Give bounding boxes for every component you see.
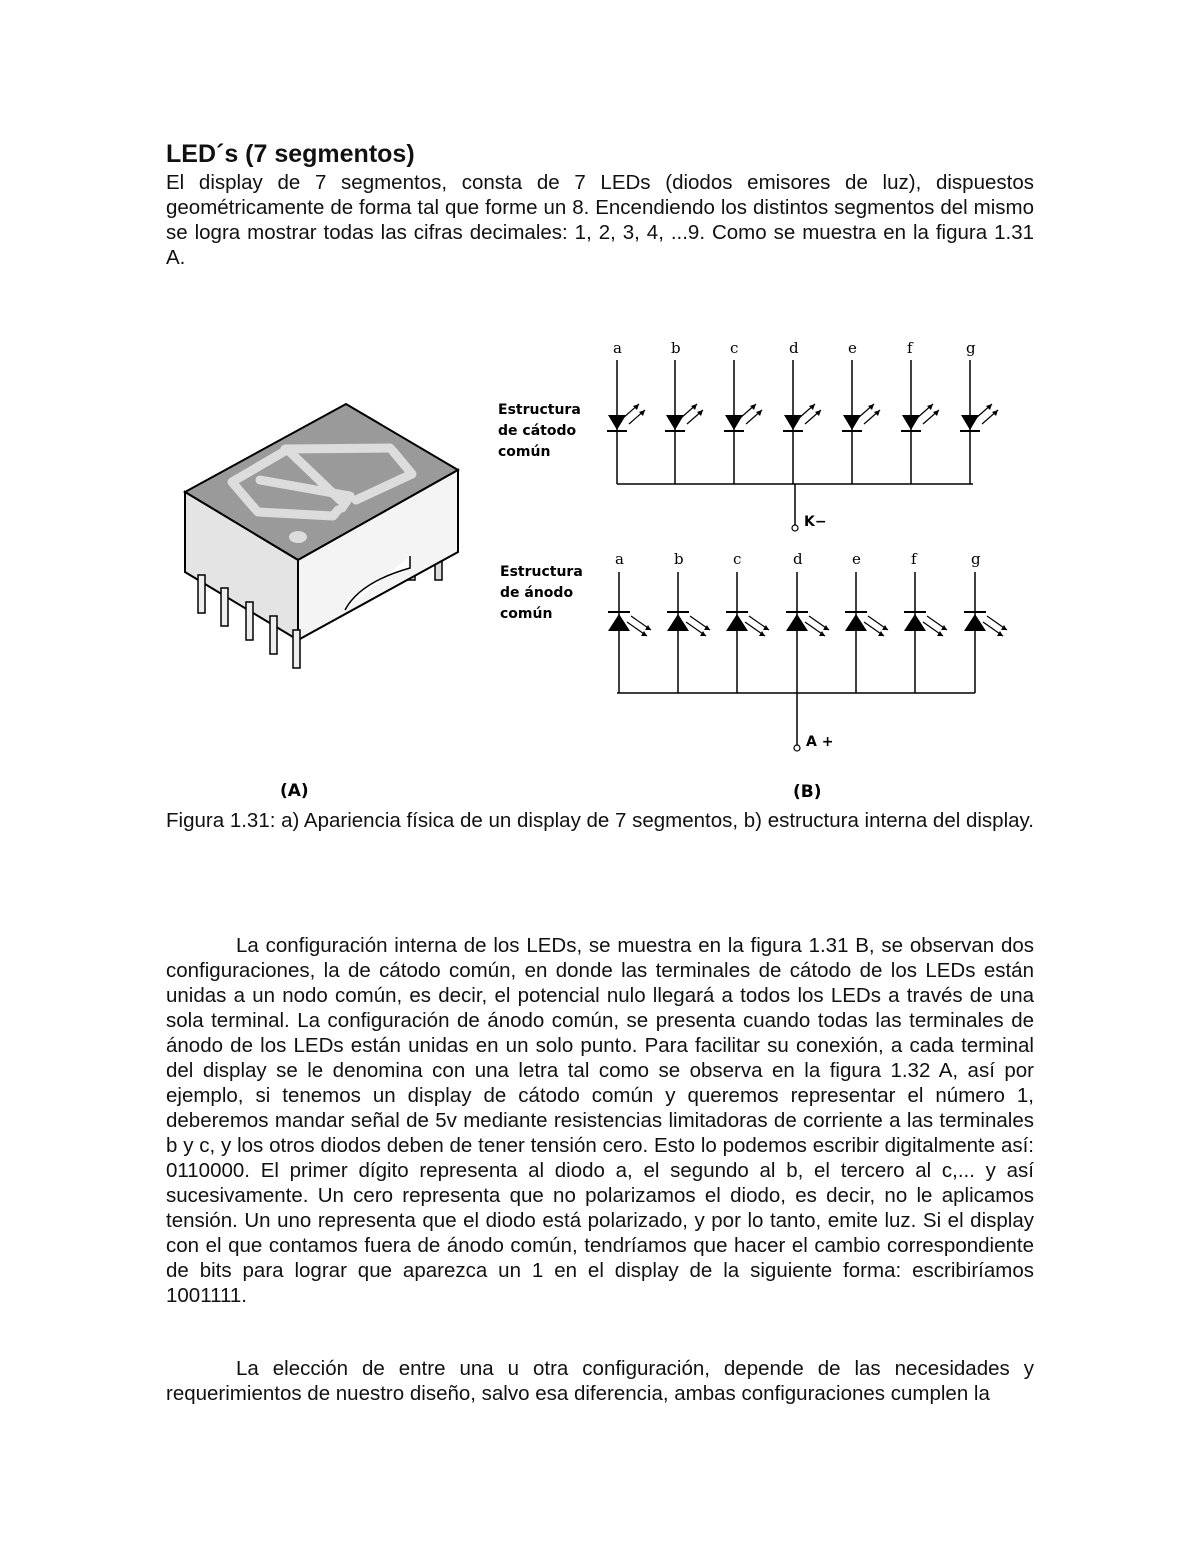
anode-segment-label: d (793, 550, 803, 568)
figure-1-31 (0, 320, 1200, 810)
anode-segment-label: e (852, 550, 861, 568)
common-anode-circuit (500, 550, 1007, 751)
anode-led-c (726, 550, 769, 693)
figure-caption: Figura 1.31: a) Apariencia física de un display de 7 segmentos, b) estructura interna del display. (166, 809, 1034, 832)
anode-led-a (608, 550, 651, 693)
anode-label-3: común (500, 606, 553, 622)
cathode-segment-label: c (730, 339, 739, 357)
cathode-led-a (607, 339, 645, 484)
cathode-label-3: común (498, 444, 551, 460)
cathode-led-d (783, 339, 821, 484)
anode-led-f (904, 550, 947, 693)
cathode-label-1: Estructura (498, 402, 581, 418)
cathode-label-2: de cátodo (498, 423, 577, 439)
cathode-led-e (842, 339, 880, 484)
cathode-led-b (665, 339, 703, 484)
anode-led-b (667, 550, 710, 693)
anode-led-e (845, 550, 888, 693)
panel-a-label: (A) (280, 781, 309, 801)
anode-led-d (786, 550, 829, 693)
anode-segment-label: b (674, 550, 684, 568)
anode-segment-label: a (615, 550, 624, 568)
intro-paragraph: El display de 7 segmentos, consta de 7 LEDs (diodos emisores de luz), dispuestos geométricamente de forma tal que forme un 8. Encendiendo los distintos segmentos del mismo se logra mostrar todas las cifras decimales: 1, 2, 3, 4, ...9. Como se muestra en la figura 1.31 A. (166, 171, 1034, 269)
body-paragraph-1: La configuración interna de los LEDs, se muestra en la figura 1.31 B, se observan dos configuraciones, la de cátodo común, en donde las terminales de cátodo de los LEDs están unidas a un nodo común, es decir, el potencial nulo llegará a todos los LEDs a través de una sola terminal. La configuración de ánodo común, se presenta cuando todas las terminales de ánodo de los LEDs están unidas en un solo punto. Para facilitar su conexión, a cada terminal del display se le denomina con una letra tal como se observa en la figura 1.32 A, así por ejemplo, si tenemos un display de cátodo común y queremos representar el número 1, deberemos mandar señal de 5v mediante resistencias limitadoras de corriente a las terminales b y c, y los otros diodos deben de tener tensión cero. Esto lo podemos escribir digitalmente así: 0110000. El primer dígito representa al diodo a, el segundo al b, el tercero al c,... y así sucesivamente. Un cero representa que no polarizamos el diodo, es decir, no le aplicamos tensión. Un uno representa que el diodo está polarizado, y por lo tanto, emite luz. Si el display con el que contamos fuera de ánodo común, tendríamos que hacer el cambio correspondiente de bits para lograr que aparezca un 1 en el display de la siguiente forma: escribiríamos 1001111. (166, 934, 1034, 1307)
cathode-led-g (960, 339, 998, 484)
cathode-segment-label: a (613, 339, 622, 357)
cathode-led-c (724, 339, 762, 484)
anode-label-2: de ánodo (500, 585, 574, 601)
cathode-terminal-label: K− (804, 514, 827, 530)
cathode-segment-label: b (671, 339, 681, 357)
anode-segment-label: g (971, 550, 981, 568)
panel-b-label: (B) (793, 782, 822, 802)
cathode-segment-label: d (789, 339, 799, 357)
section-heading: LED´s (7 segmentos) (166, 140, 415, 168)
anode-terminal-label: A + (806, 734, 834, 750)
anode-segment-label: f (911, 550, 917, 568)
cathode-segment-label: g (966, 339, 976, 357)
common-cathode-circuit (498, 339, 998, 531)
anode-label-1: Estructura (500, 564, 583, 580)
figure-drawing (0, 320, 1200, 810)
anode-segment-label: c (733, 550, 742, 568)
cathode-segment-label: e (848, 339, 857, 357)
cathode-segment-label: f (907, 339, 913, 357)
body-paragraph-2: La elección de entre una u otra configuración, depende de las necesidades y requerimientos de nuestro diseño, salvo esa diferencia, ambas configuraciones cumplen la (166, 1357, 1034, 1405)
display-3d-illustration (185, 404, 458, 668)
cathode-led-f (901, 339, 939, 484)
anode-led-g (964, 550, 1007, 693)
